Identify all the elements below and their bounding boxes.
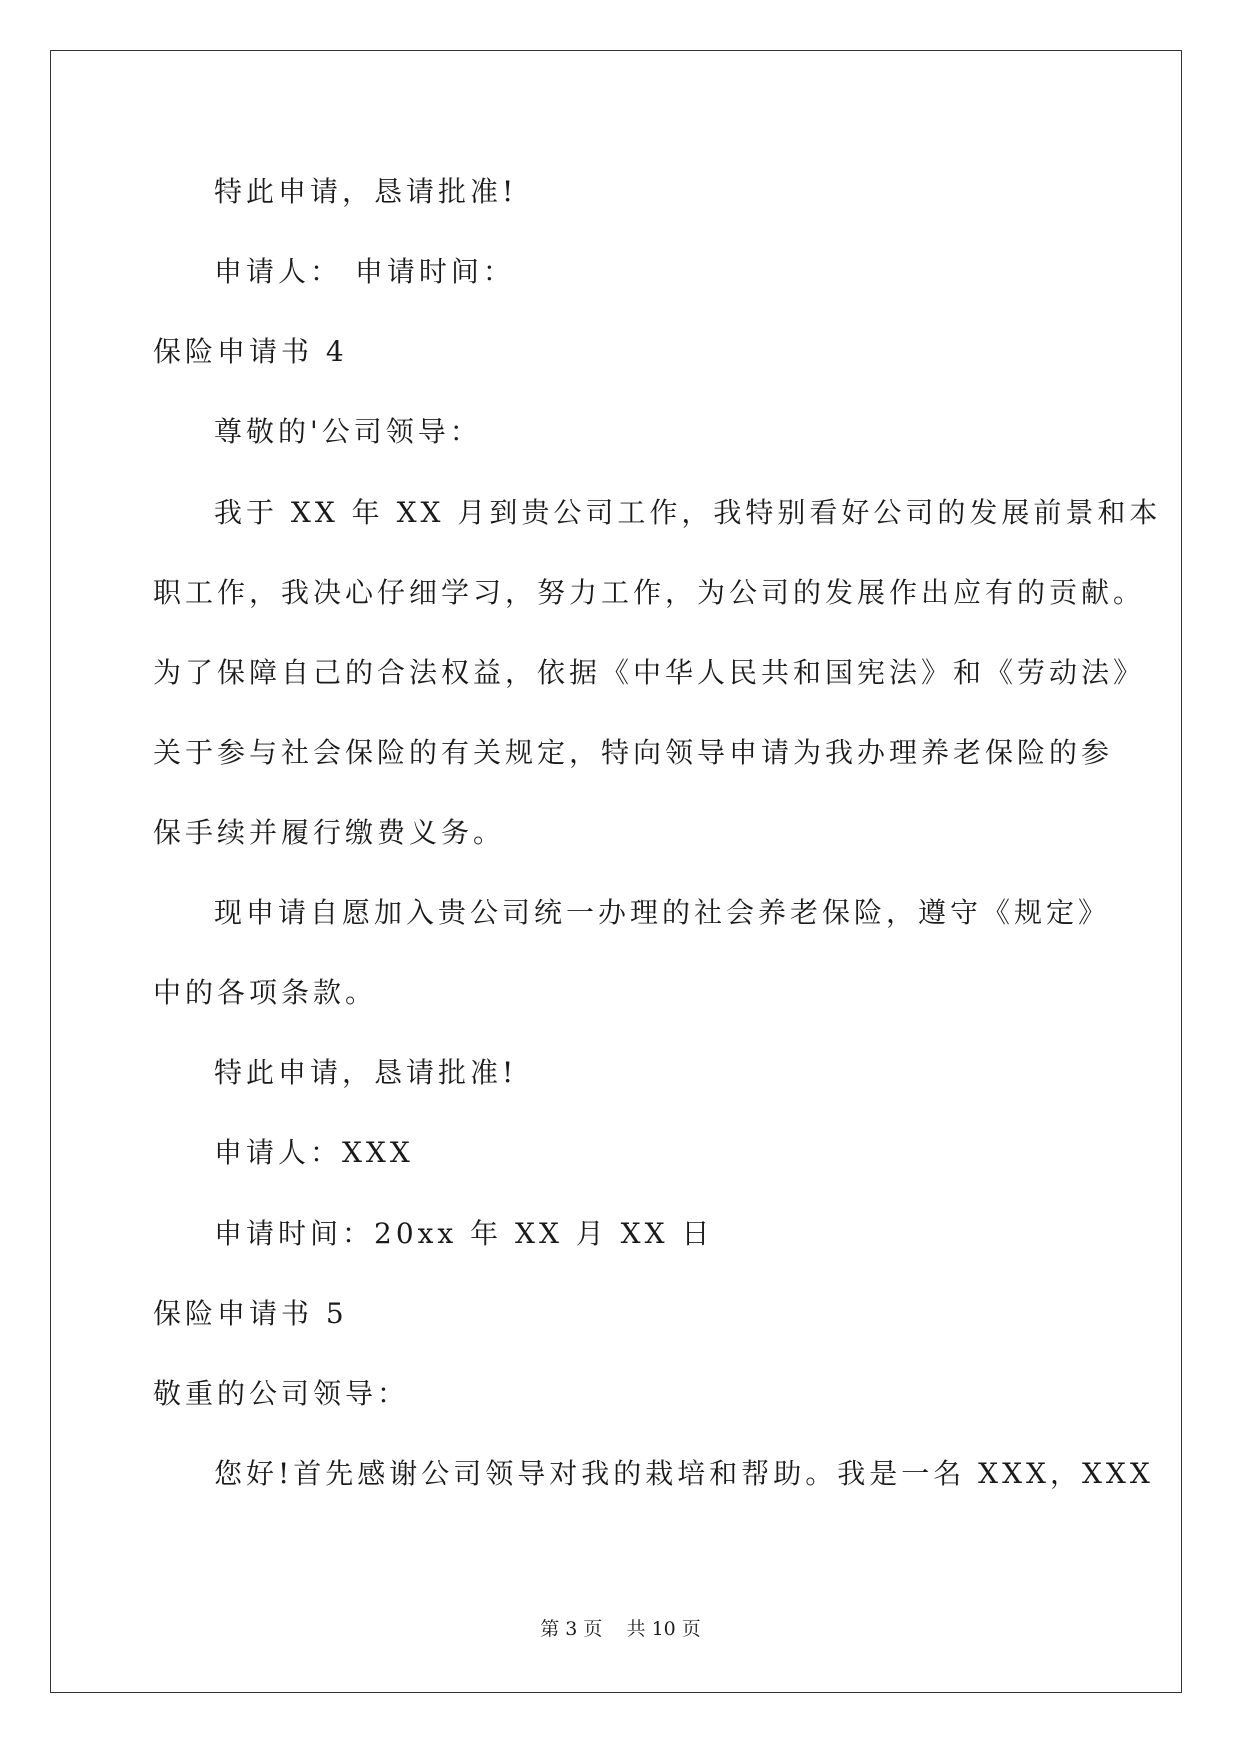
section-heading-5: 保险申请书 5 [153,1297,348,1330]
page-border [50,50,1182,1693]
body-paragraph-line: 职工作，我决心仔细学习，努力工作，为公司的发展作出应有的贡献。 [153,576,1146,609]
body-paragraph-line: 现申请自愿加入贵公司统一办理的社会养老保险，遵守《规定》 [214,896,1111,929]
body-paragraph-line: 您好!首先感谢公司领导对我的栽培和帮助。我是一名 XXX，XXX [214,1457,1154,1490]
page-number-footer: 第 3 页 共 10 页 [540,1618,701,1640]
body-paragraph-line: 保手续并履行缴费义务。 [153,816,506,849]
body-paragraph-line: 我于 XX 年 XX 月到贵公司工作，我特别看好公司的发展前景和本 [214,496,1162,529]
salutation-text: 尊敬的'公司领导： [214,415,482,448]
body-paragraph-line: 关于参与社会保险的有关规定，特向领导申请为我办理养老保险的参 [153,736,1114,769]
salutation-text: 敬重的公司领导： [153,1377,410,1410]
closing-request-text: 特此申请，恳请批准! [214,1056,518,1089]
body-paragraph-line: 中的各项条款。 [153,976,378,1009]
application-date-line: 申请时间：20xx 年 XX 月 XX 日 [214,1217,714,1250]
closing-request-text: 特此申请，恳请批准! [214,175,518,208]
body-paragraph-line: 为了保障自己的合法权益，依据《中华人民共和国宪法》和《劳动法》 [153,656,1146,689]
applicant-and-date-line: 申请人： 申请时间： [214,255,515,288]
section-heading-4: 保险申请书 4 [153,335,348,368]
applicant-line: 申请人：XXX [214,1136,414,1169]
